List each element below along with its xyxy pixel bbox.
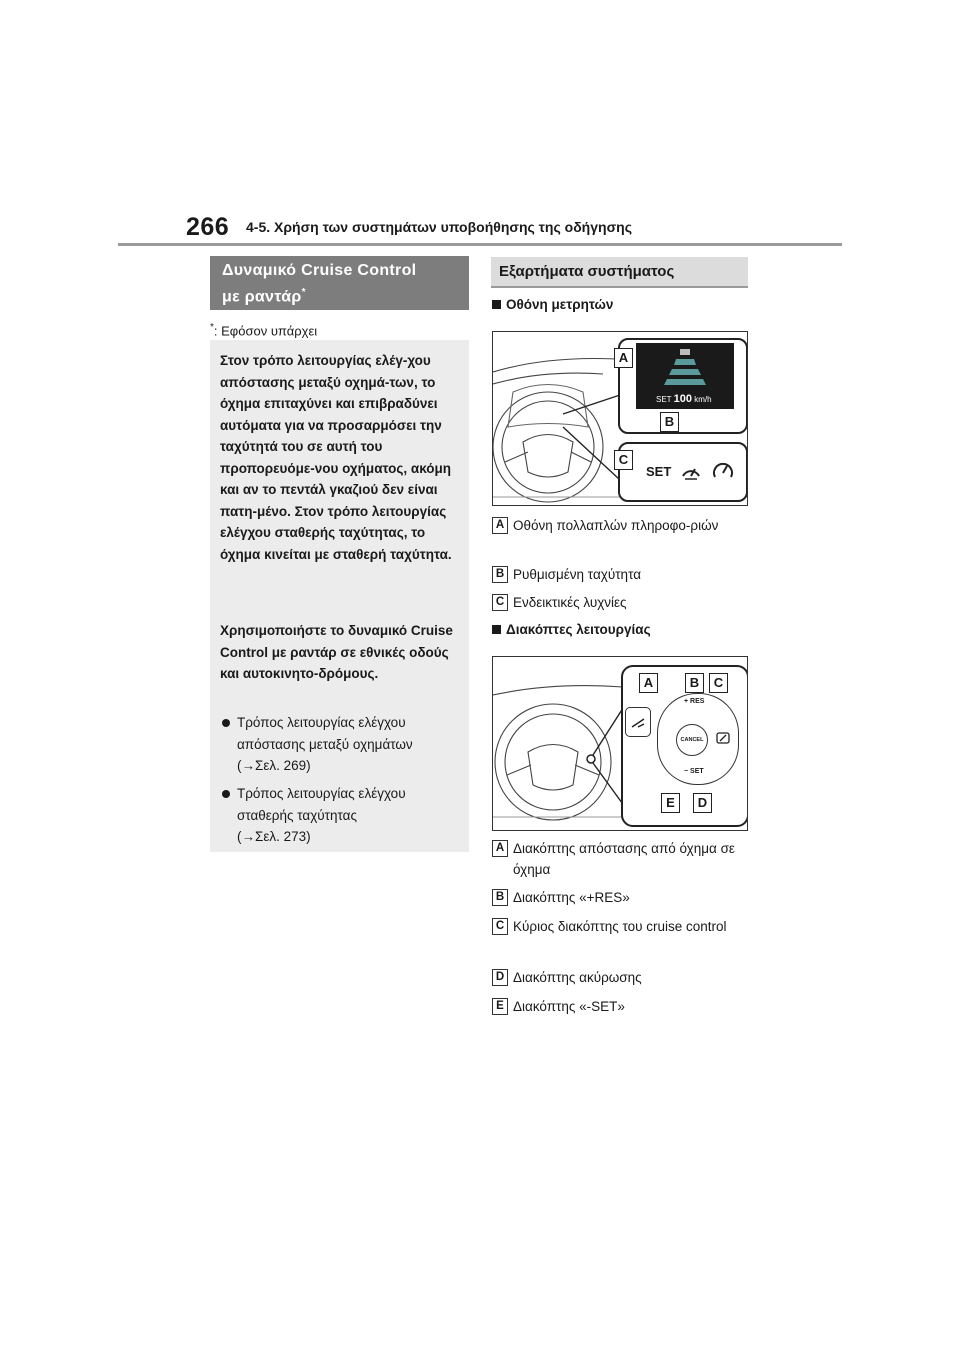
res-switch[interactable]: + RES	[684, 698, 705, 705]
meter-heading: Οθόνη μετρητών	[492, 297, 613, 312]
page-reference-link[interactable]: (→Σελ. 273)	[237, 829, 311, 844]
list-item: Τρόπος λειτουργίας ελέγχου σταθερής ταχύτητας (→Σελ. 273)	[222, 783, 462, 848]
list-item: A Διακόπτης απόστασης από όχημα σε όχημα	[492, 838, 748, 880]
speed-unit: km/h	[694, 395, 712, 404]
list-item: C Κύριος διακόπτης του cruise control	[492, 916, 748, 937]
section-header: 4-5. Χρήση των συστημάτων υποβοήθησης της οδήγησης	[246, 219, 632, 235]
switches-illustration	[492, 656, 748, 831]
cruise-indicator-icon	[712, 460, 734, 482]
figure-label-a: A	[614, 348, 633, 368]
title-line-2: με ραντάρ*	[222, 287, 306, 306]
page-number: 266	[186, 213, 230, 241]
set-indicator: SET	[656, 395, 672, 404]
components-title: Εξαρτήματα συστήματος	[491, 257, 748, 288]
square-bullet-icon	[492, 625, 501, 634]
radar-cruise-indicator-icon	[680, 460, 702, 482]
page-reference-link[interactable]: (→Σελ. 269)	[237, 758, 311, 773]
multi-info-display	[636, 343, 734, 409]
figure-label-a: A	[639, 673, 658, 693]
figure-label-d: D	[693, 793, 712, 813]
set-indicator-light: SET	[646, 464, 672, 479]
set-speed-value: 100	[673, 393, 693, 405]
cruise-switch-lever	[657, 693, 739, 785]
bullet-icon	[222, 719, 230, 727]
figure-label-e: E	[661, 793, 680, 813]
switches-heading: Διακόπτες λειτουργίας	[492, 622, 651, 637]
indicators-zoom-panel	[618, 442, 748, 502]
cancel-switch[interactable]: CANCEL	[676, 724, 708, 756]
display-zoom-panel	[618, 338, 748, 434]
title-footnote-mark: *	[301, 287, 306, 298]
intro-text: Στον τρόπο λειτουργίας ελέγ-χου απόστασης μεταξύ οχημά-των, το όχημα επιταχύνει και επιβραδύνει αυτόματα για να προσαρμόσει την ταχύτητά του σε αυτή του προπορευόμε-νου οχήματος, ακόμη και αν το πεντάλ γκαζιού δεν είναι πατη-μένο. Στον τρόπο λειτουργίας ελέγχου σταθερής ταχύτητας, το όχημα κινείται με σταθερή ταχύτητα.	[220, 353, 452, 562]
list-item: B Διακόπτης «+RES»	[492, 887, 748, 908]
square-bullet-icon	[492, 300, 501, 309]
list-item: B Ρυθμισμένη ταχύτητα	[492, 564, 748, 585]
figure-label-b: B	[660, 412, 679, 432]
switches-zoom-panel	[621, 665, 748, 827]
main-switch-icon[interactable]	[716, 731, 730, 745]
title-line-1: Δυναμικό Cruise Control	[222, 262, 417, 279]
usage-text: Χρησιμοποιήστε το δυναμικό Cruise Control με ραντάρ σε εθνικές οδούς και αυτοκινητο-δρόμους.	[220, 623, 453, 681]
figure-label-c: C	[709, 673, 728, 693]
distance-icon	[630, 717, 646, 729]
distance-switch[interactable]	[625, 707, 651, 737]
page-title	[210, 256, 469, 310]
figure-label-b: B	[685, 673, 704, 693]
list-item: D Διακόπτης ακύρωσης	[492, 967, 748, 988]
list-item: A Οθόνη πολλαπλών πληροφο-ριών	[492, 515, 748, 536]
distance-bars-icon	[636, 343, 734, 393]
bullet-icon	[222, 790, 230, 798]
list-item: E Διακόπτης «-SET»	[492, 996, 748, 1017]
footnote: *: Εφόσον υπάρχει	[210, 322, 318, 339]
header-divider	[118, 243, 842, 246]
list-item: C Ενδεικτικές λυχνίες	[492, 592, 748, 613]
list-item: Τρόπος λειτουργίας ελέγχου απόστασης μεταξύ οχημάτων (→Σελ. 269)	[222, 712, 462, 777]
meter-illustration	[492, 331, 748, 506]
figure-label-c: C	[614, 450, 633, 470]
set-switch[interactable]: − SET	[684, 768, 704, 775]
